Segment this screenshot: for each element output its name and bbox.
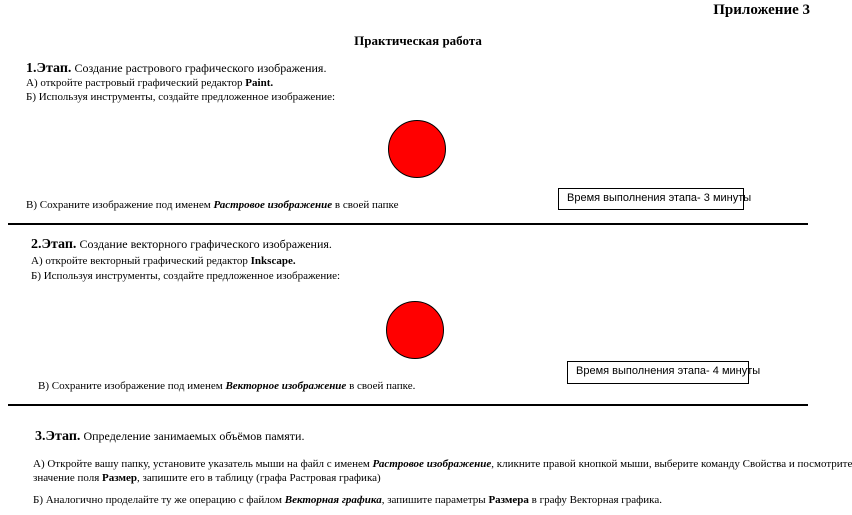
stage3-step-a-line1 (33, 458, 852, 470)
stage2-step-c (38, 380, 415, 392)
appendix-label: Приложение 3 (713, 2, 810, 18)
stage1-heading (26, 61, 326, 77)
stage2-step-a (31, 255, 296, 267)
stage2-red-circle (386, 301, 444, 359)
stage3-size-param: Размера (488, 494, 529, 506)
stage1-step-a (26, 77, 273, 89)
stage3-step-a-line2 (33, 472, 381, 484)
stage3-number: 3.Этап. (35, 429, 81, 444)
stage3-vector-file-name: Векторная графика (284, 494, 382, 506)
stage3-step-b-text: Б) Аналогично проделайте ту же операцию с файлом (33, 494, 285, 506)
stage1-editor-name: Paint. (245, 77, 274, 89)
stage2-step-a-text: А) откройте векторный графический редактор (31, 255, 251, 267)
stage2-step-b: Б) Используя инструменты, создайте предложенное изображение: (31, 270, 341, 282)
divider-2 (8, 404, 808, 406)
stage1-step-b: Б) Используя инструменты, создайте предложенное изображение: (26, 91, 336, 103)
stage1-file-name: Растровое изображение (213, 199, 333, 211)
stage3-step-a-end: , кликните правой кнопкой мыши, выберите команду Свойства и посмотрите (491, 458, 852, 470)
stage3-size-field: Размер (102, 472, 138, 484)
stage3-step-b (33, 494, 662, 506)
page-title: Практическая работа (354, 33, 482, 48)
stage1-step-c-text: В) Сохраните изображение под именем (26, 199, 214, 211)
stage3-raster-file-name: Растровое изображение (372, 458, 492, 470)
stage3-heading-text: Определение занимаемых объёмов памяти. (83, 429, 305, 443)
stage1-step-c-end: в своей папке (332, 199, 399, 211)
stage2-heading-text: Создание векторного графического изображения. (79, 237, 332, 251)
stage1-step-a-text: А) откройте растровый графический редактор (26, 77, 246, 89)
stage1-number: 1.Этап. (26, 61, 72, 76)
stage1-time-box: Время выполнения этапа- 3 минуты (558, 188, 744, 210)
stage2-step-c-end: в своей папке. (346, 380, 416, 392)
stage1-step-c (26, 199, 398, 211)
stage2-time-box: Время выполнения этапа- 4 минуты (567, 361, 749, 384)
stage3-step-a2-end: , запишите его в таблицу (графа Растровая графика) (137, 472, 381, 484)
stage3-step-a-text: А) Откройте вашу папку, установите указатель мыши на файл с именем (33, 458, 373, 470)
stage1-heading-text: Создание растрового графического изображения. (74, 61, 327, 75)
stage2-editor-name: Inkscape. (250, 255, 296, 267)
stage3-step-b-end: в графу Векторная графика. (528, 494, 662, 506)
stage2-step-c-text: В) Сохраните изображение под именем (38, 380, 226, 392)
stage2-heading (31, 237, 332, 253)
stage1-red-circle (388, 120, 446, 178)
stage3-step-b-mid: , запишите параметры (381, 494, 489, 506)
stage3-step-a2-text: значение поля (33, 472, 103, 484)
stage2-number: 2.Этап. (31, 237, 77, 252)
stage3-heading (35, 429, 304, 445)
divider-1 (8, 223, 808, 225)
stage2-file-name: Векторное изображение (225, 380, 347, 392)
